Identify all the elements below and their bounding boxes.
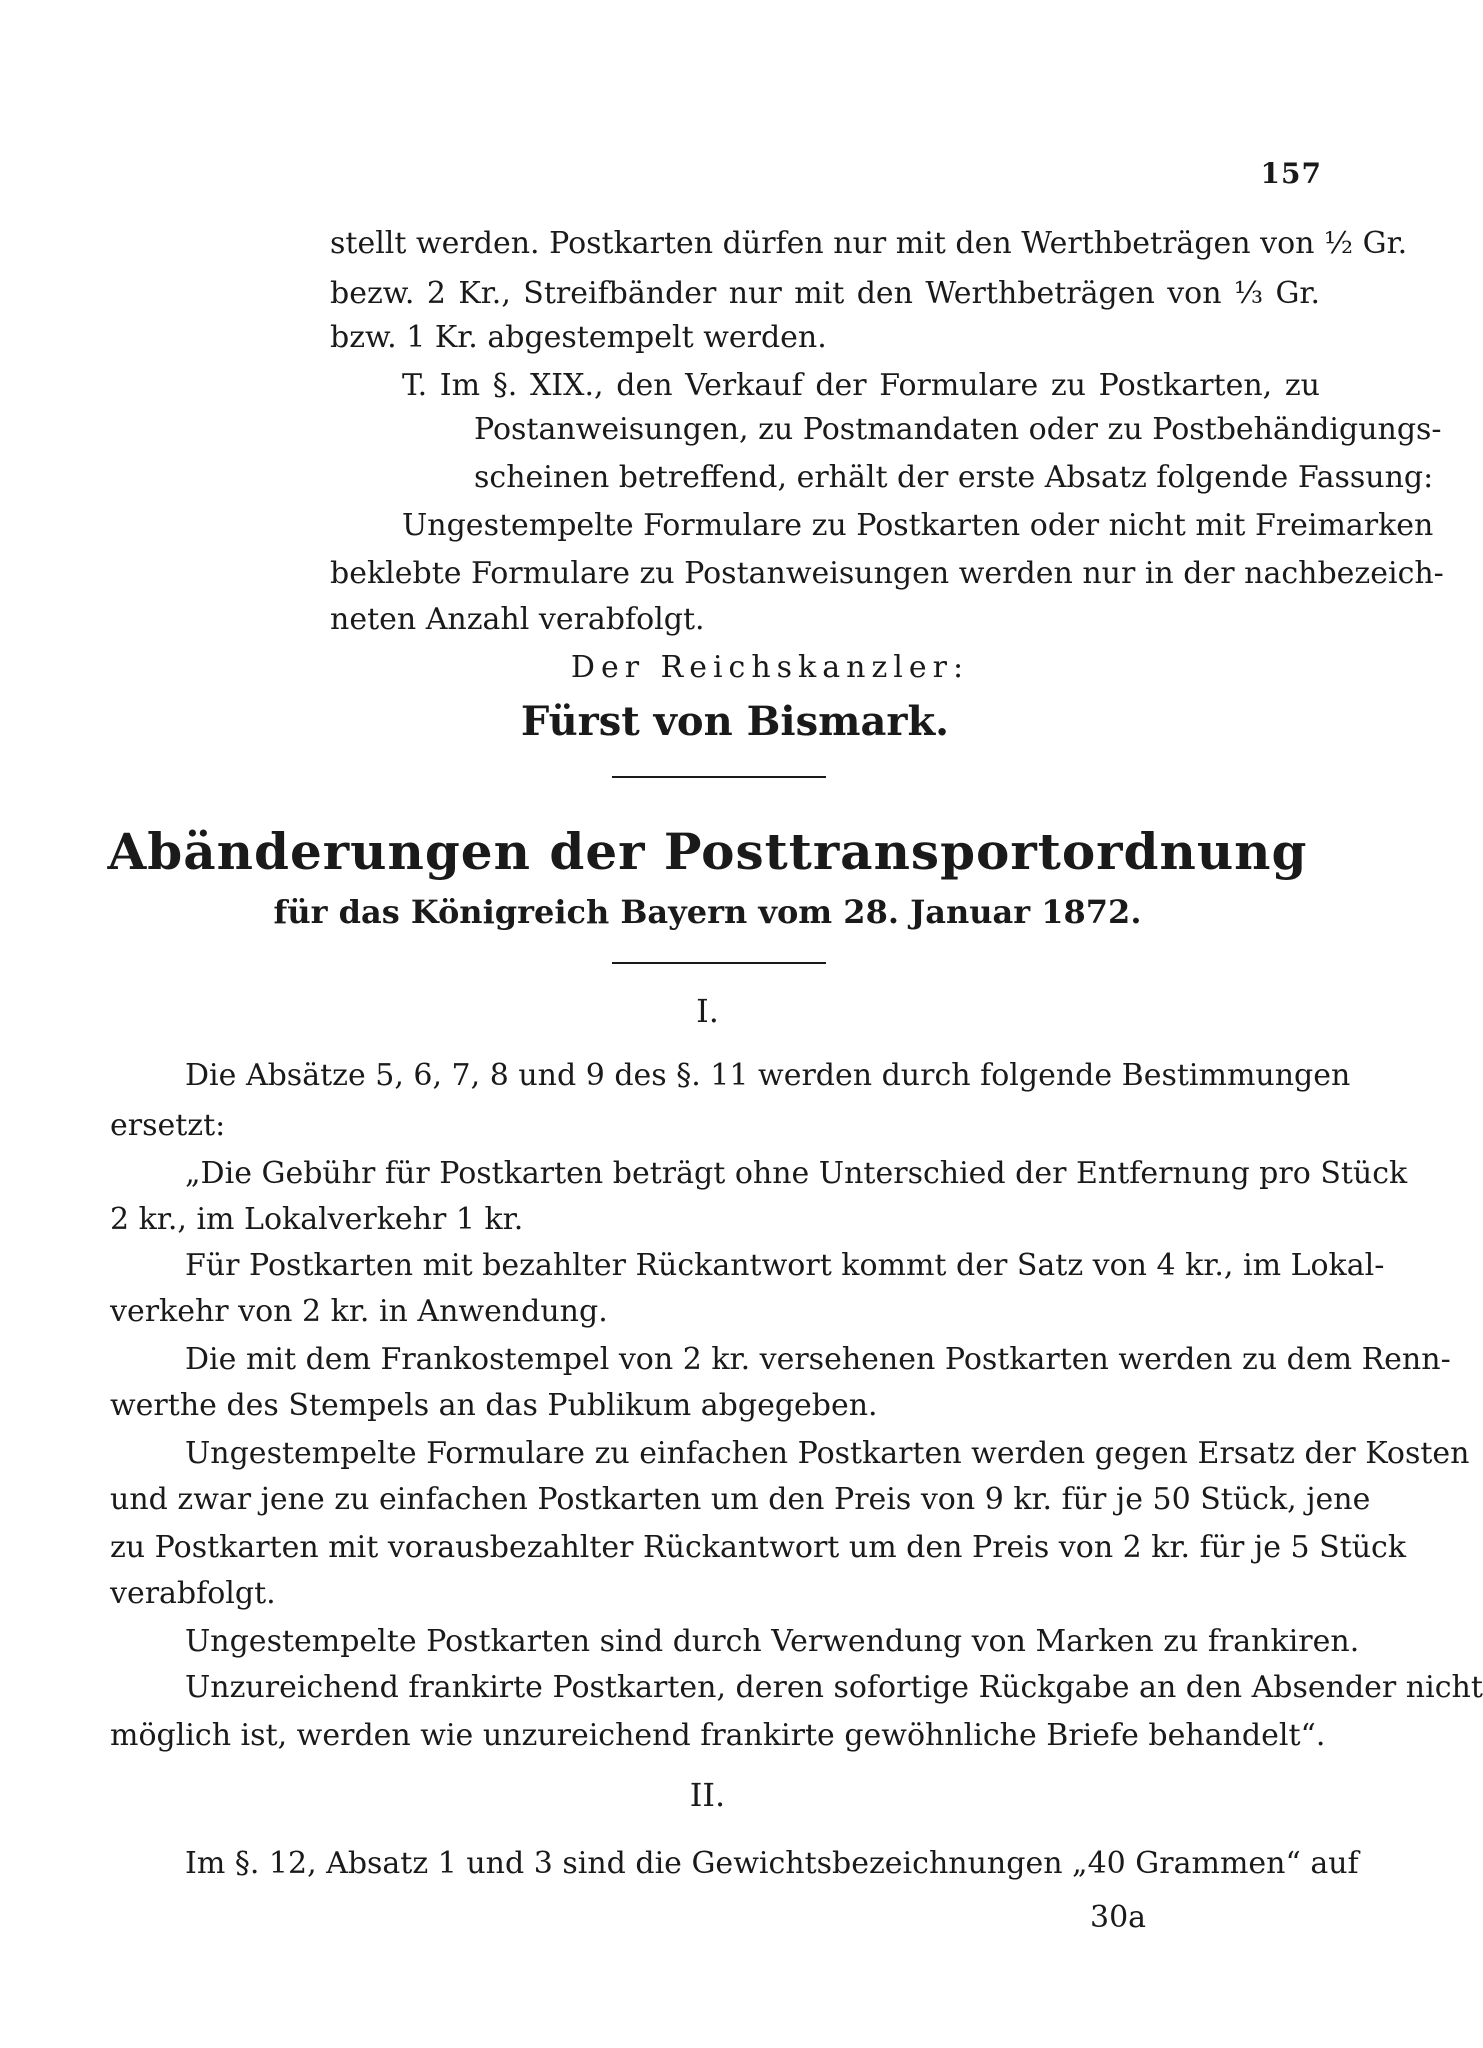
text-line: bzw. 1 Kr. abgestempelt werden. [330, 320, 827, 355]
divider [612, 962, 826, 964]
text-line: neten Anzahl verabfolgt. [330, 602, 705, 637]
text-line: „Die Gebühr für Postkarten beträgt ohne Unterschied der Entfernung pro Stück [185, 1156, 1408, 1191]
text-line: T. Im §. XIX., den Verkauf der Formulare zu Postkarten, zu [402, 368, 1320, 403]
text-line: Unzureichend frankirte Postkarten, deren sofortige Rückgabe an den Absender nicht [185, 1670, 1483, 1705]
signature-label: Der Reichskanzler: [570, 650, 970, 685]
text-line: bezw. 2 Kr., Streifbänder nur mit den Werthbeträgen von ⅓ Gr. [330, 276, 1320, 311]
text-line: werthe des Stempels an das Publikum abgegeben. [110, 1388, 878, 1423]
section-number: II. [689, 1776, 726, 1814]
text-line: Ungestempelte Postkarten sind durch Verwendung von Marken zu frankiren. [185, 1624, 1360, 1659]
text-line: möglich ist, werden wie unzureichend frankirte gewöhnliche Briefe behandelt“. [110, 1718, 1326, 1753]
text-line: verkehr von 2 kr. in Anwendung. [110, 1294, 608, 1329]
text-line: stellt werden. Postkarten dürfen nur mit den Werthbeträgen von ½ Gr. [330, 226, 1408, 261]
section-number: I. [696, 992, 719, 1030]
section-heading: Abänderungen der Posttransportordnung [107, 822, 1308, 881]
divider [612, 776, 826, 778]
page-number: 157 [1260, 157, 1322, 190]
text-line: Im §. 12, Absatz 1 und 3 sind die Gewichtsbezeichnungen „40 Grammen“ auf [185, 1846, 1359, 1881]
text-line: Die mit dem Frankostempel von 2 kr. versehenen Postkarten werden zu dem Renn- [185, 1342, 1451, 1377]
text-line: 2 kr., im Lokalverkehr 1 kr. [110, 1202, 524, 1237]
text-line: zu Postkarten mit vorausbezahlter Rückantwort um den Preis von 2 kr. für je 5 Stück [110, 1530, 1407, 1565]
signature-name: Fürst von Bismark. [520, 698, 950, 745]
text-line: verabfolgt. [110, 1576, 276, 1611]
text-line: beklebte Formulare zu Postanweisungen werden nur in der nachbezeich- [330, 556, 1444, 591]
text-line: Postanweisungen, zu Postmandaten oder zu Postbehändigungs- [474, 412, 1442, 447]
text-line: und zwar jene zu einfachen Postkarten um den Preis von 9 kr. für je 50 Stück, jene [110, 1482, 1371, 1517]
section-subheading: für das Königreich Bayern vom 28. Januar 1872. [273, 893, 1142, 931]
text-line: Für Postkarten mit bezahlter Rückantwort kommt der Satz von 4 kr., im Lokal- [185, 1248, 1385, 1283]
text-line: Ungestempelte Formulare zu Postkarten oder nicht mit Freimarken [402, 508, 1434, 543]
sheet-signature: 30a [1090, 1900, 1147, 1935]
text-line: ersetzt: [110, 1108, 226, 1143]
text-line: scheinen betreffend, erhält der erste Absatz folgende Fassung: [474, 460, 1434, 495]
text-line: Die Absätze 5, 6, 7, 8 und 9 des §. 11 werden durch folgende Bestimmungen [185, 1058, 1351, 1093]
text-line: Ungestempelte Formulare zu einfachen Postkarten werden gegen Ersatz der Kosten [185, 1436, 1470, 1471]
